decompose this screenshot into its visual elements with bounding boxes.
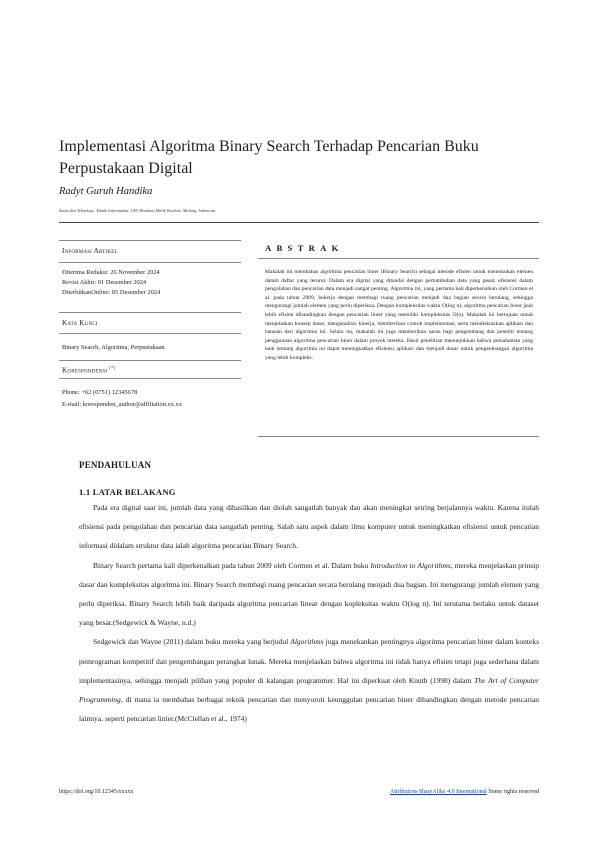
subsection-heading: 1.1 LATAR BELAKANG xyxy=(79,487,176,497)
correspondence-email: E-mail: koresponden_author@affiliation.xx.xx xyxy=(62,401,182,408)
rights-text: Some rights reserved xyxy=(486,789,539,795)
paragraph-3 xyxy=(79,632,539,728)
abstract-bottom-rule xyxy=(258,436,539,437)
p2-part-a: Binary Search pertama kali diperkenalkan pada tahun 2009 oleh Cormen et al. Dalam buku xyxy=(93,560,371,570)
info-online xyxy=(62,288,160,298)
body-text xyxy=(79,498,539,728)
section-heading: PENDAHULUAN xyxy=(79,460,152,470)
p3-part-b: juga menekankan pentingnya algoritma pencarian biner dalam konteks pemrograman kompetitif dan pengembangan perangkat lunak. Mereka menjelaskan bahwa algoritma ini tidak hanya efisien tetapi juga sederhana dalam implementasinya, sehingga menjadi pilihan yang populer di kalangan programmer. Hal ini diperkuat oleh Knuth (1998) dalam xyxy=(79,637,540,685)
footer-license xyxy=(390,789,539,795)
info-online-label: Diterbitkan xyxy=(62,289,92,296)
p3-book-title: Algorithms xyxy=(290,637,324,647)
correspondence-top-rule xyxy=(59,360,241,361)
info-online-value: : 05 Desember 2024 xyxy=(108,289,161,296)
info-heading: Informasi Artikel xyxy=(62,247,118,255)
footer-doi: https://doi.org/10.12345/xxxxx xyxy=(59,789,134,795)
author-affiliation: Sains dan Teknologi, Teknik Informatika, UIN Maulana Malik Ibrahim, Malang, Indonesia xyxy=(59,208,216,213)
p3-part-a: Sedgewick dan Wayne (2011) dalam buku mereka yang berjudul xyxy=(93,637,291,647)
paragraph-1: Pada era digital saat ini, jumlah data yang dihasilkan dan diolah sangatlah banyak dan akan meningkat seiring berjalannya waktu. Karena itulah efisiensi pada pengolahan dan pencarian data sangatlah penting. Salah satu aspek dalam ilmu komputer untuk meningkatkan efisiensi untuk pencarian informasi didalam struktur data ialah algoritma pencarian Binary Search. xyxy=(79,503,539,551)
p3-book-title-2: The Art of Computer Programming xyxy=(79,675,539,705)
info-rule xyxy=(59,262,241,263)
header-divider xyxy=(59,222,539,223)
info-revised: Revisi Akhir: 01 Desember 2024 xyxy=(62,279,147,286)
keywords-rule xyxy=(59,333,241,334)
p3-part-c: , di mana ia membahas berbagai teknik pencarian dan menyoroti keunggulan pencarian biner dibandingkan dengan metode pencarian lainnya, seperti pencarian linier.(McClellan et al., 1974) xyxy=(79,695,539,724)
paper-title: Implementasi Algoritma Binary Search Terhadap Pencarian Buku Perpustakaan Digital xyxy=(59,138,479,177)
license-link[interactable]: Attribution-ShareAlike 4.0 International xyxy=(390,789,487,795)
info-received: Diterima Redaksi: 26 November 2024 xyxy=(62,269,160,276)
keywords-heading: Kata Kunci xyxy=(62,319,98,327)
p2-part-b: , mereka menjelaskan prinsip dasar dan kompleksitas algoritma ini. Binary Search membagi ruang pencarian secara berulang menjadi dua bagian. Ini mengurangi jumlah elemen yang perlu diperiksa. Binary Search lebih baik daripada algoritma pencarian linear dengan kopleksitas waktu O(log n). Ini terutama berlaku untuk dataset yang besar.(Sedgewick & Wayne, n.d.) xyxy=(79,560,539,628)
correspondence-heading-text: Korespondensi xyxy=(62,366,108,375)
info-online-em: Online xyxy=(91,289,109,296)
abstract-heading: ABSTRAK xyxy=(265,243,344,253)
abstract-text: Makalah ini membahas algoritma pencarian biner (Binary Search) sebagai metode efisien untuk menemukan elemen dalam daftar yang terurut. Dalam era digital yang ditandai dengan pertumbuhan data yang pesat, efisiensi dalam pengolahan dan pencarian data menjadi sangat penting. Algoritma ini, yang pertama kali diperkenalkan oleh Cormen et al. pada tahun 2009, bekerja dengan membagi ruang pencarian menjadi dua bagian secara berulang, sehingga mengurangi jumlah elemen yang perlu diperiksa. Dengan kompleksitas waktu O(log n), algoritma pencarian biner jauh lebih efisien dibandingkan dengan pencarian linier yang memiliki kompleksitas O(n). Makalah ini bertujuan untuk menjelaskan konsep dasar, menganalisis kinerja, memberikan contoh implementasi, serta mendiskusikan aplikasi dan batasan dari algoritma ini. Selain itu, makalah ini juga memberikan saran bagi pengembang dan peneliti tentang penggunaan algoritma pencarian biner dalam proyek mereka. Hasil penelitian menunjukkan bahwa pemahaman yang baik tentang algoritma ini dapat meningkatkan efisiensi aplikasi dan menjadi dasar untuk pengembangan algoritma yang lebih kompleks. xyxy=(265,269,533,361)
keywords-top-rule xyxy=(59,312,241,313)
correspondence-heading xyxy=(62,365,115,374)
keywords-text: Binary Seacrh, Algoritma, Perpustakaan xyxy=(62,344,165,351)
paragraph-2 xyxy=(79,556,539,633)
correspondence-rule xyxy=(59,378,241,379)
author-name: Radyt Guruh Handika xyxy=(59,186,153,197)
correspondence-mark: (*) xyxy=(109,365,116,370)
abstract-rule xyxy=(258,258,539,259)
info-top-rule xyxy=(59,240,241,241)
p2-book-title: Introduction to Algorithms xyxy=(370,560,451,570)
correspondence-phone: Phone: +62 (0751) 12345678 xyxy=(62,389,138,396)
